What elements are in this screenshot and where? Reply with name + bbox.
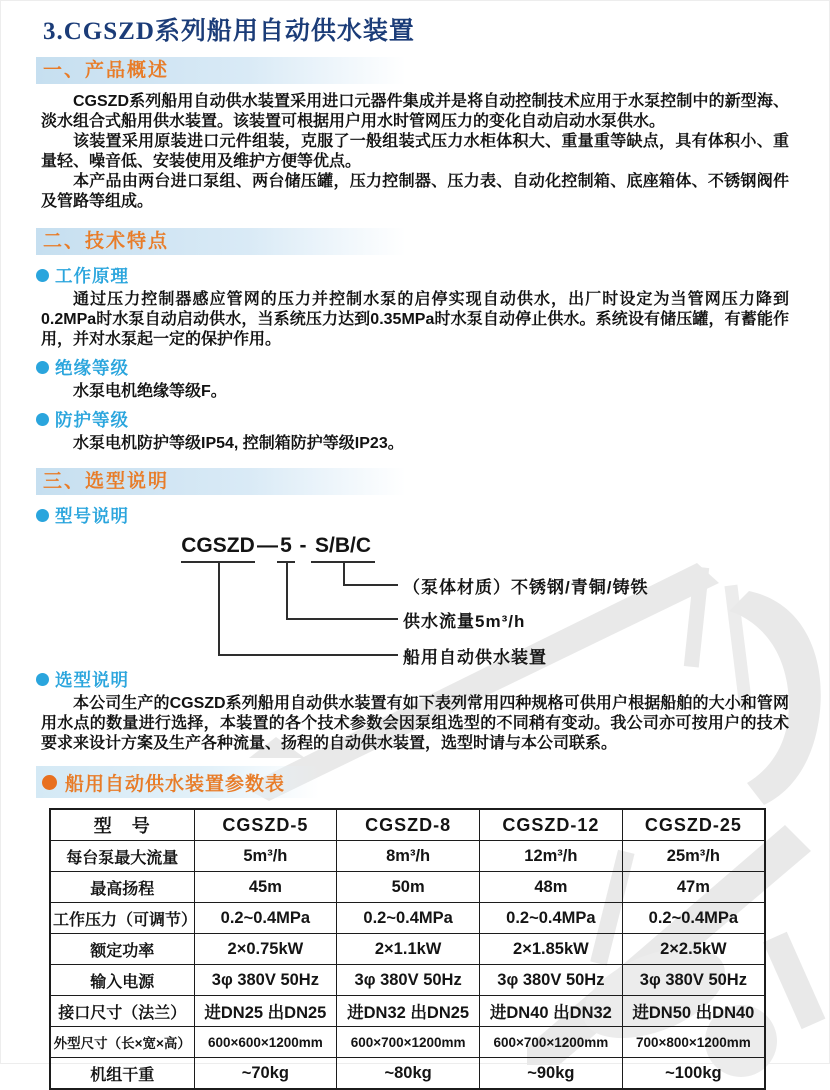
table-cell: 2×2.5kW [622, 934, 765, 965]
table-cell: 600×700×1200mm [337, 1027, 480, 1058]
table-row [50, 965, 765, 996]
table-cell: 50m [337, 872, 480, 903]
overview-paragraphs [41, 92, 789, 212]
overview-paragraph-3: 本产品由两台进口泵组、两台储压罐，压力控制器、压力表、自动化控制箱、底座箱体、不锈钢阀件及管路等组成。 [41, 173, 789, 210]
parameters-table [49, 808, 766, 1090]
overview-paragraph-1: CGSZD系列船用自动供水装置采用进口元器件集成并是将自动控制技术应用于水泵控制中的新型海、淡水组合式船用供水装置。该装置可根据用户用水时管网压力的变化自动启动水泵供水。 [41, 93, 789, 130]
feature-label: 工作原理 [55, 266, 129, 286]
section-heading-overview-label: 一、产品概述 [43, 60, 170, 81]
section-heading-overview [36, 57, 421, 84]
section-heading-features-label: 二、技术特点 [43, 231, 170, 252]
selection-notes-text: 本公司生产的CGSZD系列船用自动供水装置有如下表列常用四种规格可供用户根据船舶的大小和管网用水点的数量进行选择，本装置的各个技术参数会因泵组选型的不同稍有变动。我公司亦可按用户的技术要求来设计方案及生产各种流量、扬程的自动供水装置，选型时请与本公司联系。 [41, 695, 789, 752]
table-cell: ~90kg [480, 1058, 623, 1090]
model-code-separator: — [257, 534, 278, 557]
table-cell: 8m³/h [337, 841, 480, 872]
table-header-cell: CGSZD-8 [337, 809, 480, 841]
table-cell: 2×0.75kW [194, 934, 337, 965]
parameters-table-heading: 船用自动供水装置参数表 [65, 773, 286, 795]
table-cell: ~100kg [622, 1058, 765, 1090]
bullet-dot-icon [36, 269, 49, 282]
model-code-series: CGSZD [181, 534, 255, 563]
diagram-connector-line [218, 562, 398, 656]
feature-item-insulation-class [36, 355, 789, 380]
table-cell: 700×800×1200mm [622, 1027, 765, 1058]
model-designation-header [36, 503, 789, 528]
feature-label: 防护等级 [55, 410, 129, 430]
page-title: 3.CGSZD系列船用自动供水装置 [43, 18, 415, 45]
selection-notes-header [36, 667, 789, 692]
table-cell: 3φ 380V 50Hz [337, 965, 480, 996]
feature-item-protection-class [36, 407, 789, 432]
table-cell: 0.2~0.4MPa [337, 903, 480, 934]
table-cell: 进DN32 出DN25 [337, 996, 480, 1027]
table-cell: 0.2~0.4MPa [194, 903, 337, 934]
table-cell: ~80kg [337, 1058, 480, 1090]
parameters-table-header [36, 766, 328, 798]
table-cell: 47m [622, 872, 765, 903]
table-cell: 0.2~0.4MPa [480, 903, 623, 934]
table-cell: 2×1.1kW [337, 934, 480, 965]
table-row-label: 外型尺寸（长×宽×高） [50, 1027, 194, 1058]
feature-item-working-principle [36, 263, 789, 288]
diagram-callout-material: （泵体材质）不锈钢/青铜/铸铁 [403, 578, 649, 597]
parameters-table-body [50, 841, 765, 1090]
table-row [50, 841, 765, 872]
table-row [50, 996, 765, 1027]
table-cell: 进DN40 出DN32 [480, 996, 623, 1027]
table-row [50, 1027, 765, 1058]
table-cell: 3φ 380V 50Hz [622, 965, 765, 996]
table-header-cell: CGSZD-25 [622, 809, 765, 841]
table-header-row [50, 809, 765, 841]
table-row-label: 接口尺寸（法兰） [50, 996, 194, 1027]
model-code-separator: - [299, 534, 307, 557]
table-cell: ~70kg [194, 1058, 337, 1090]
section-heading-features [36, 228, 421, 255]
section-heading-selection-label: 三、选型说明 [43, 471, 170, 492]
table-row-label: 工作压力（可调节） [50, 903, 194, 934]
table-row [50, 872, 765, 903]
table-row [50, 1058, 765, 1090]
table-row-label: 机组干重 [50, 1058, 194, 1090]
table-row-label: 额定功率 [50, 934, 194, 965]
model-designation-label: 型号说明 [55, 506, 129, 526]
model-code-material: S/B/C [311, 534, 375, 563]
feature-text-working-principle: 通过压力控制器感应管网的压力并控制水泵的启停实现自动供水，出厂时设定为当管网压力降到0.2MPa时水泵自动启动供水，当系统压力达到0.35MPa时水泵自动停止供水。系统设有储压罐，有蓄能作用，并对水泵起一定的保护作用。 [41, 291, 789, 348]
table-cell: 12m³/h [480, 841, 623, 872]
table-cell: 600×700×1200mm [480, 1027, 623, 1058]
table-row [50, 903, 765, 934]
feature-text-insulation-class: 水泵电机绝缘等级F。 [73, 383, 227, 400]
table-row-label: 输入电源 [50, 965, 194, 996]
table-cell: 3φ 380V 50Hz [480, 965, 623, 996]
bullet-dot-icon [36, 509, 49, 522]
table-cell: 进DN25 出DN25 [194, 996, 337, 1027]
model-designation-diagram [41, 532, 789, 667]
table-row-label: 每台泵最大流量 [50, 841, 194, 872]
feature-label: 绝缘等级 [55, 358, 129, 378]
bullet-dot-icon [36, 413, 49, 426]
table-header-cell: 型 号 [50, 809, 194, 841]
selection-notes-label: 选型说明 [55, 670, 129, 690]
table-cell: 25m³/h [622, 841, 765, 872]
table-header-cell: CGSZD-5 [194, 809, 337, 841]
feature-text-protection-class: 水泵电机防护等级IP54, 控制箱防护等级IP23。 [73, 435, 404, 452]
parameters-table-head [50, 809, 765, 841]
section-heading-selection [36, 468, 421, 495]
diagram-callout-flow: 供水流量5m³/h [403, 612, 526, 631]
model-code-flow: 5 [277, 534, 295, 563]
bullet-dot-icon [36, 361, 49, 374]
overview-paragraph-2: 该装置采用原装进口元件组装，克服了一般组装式压力水柜体积大、重量重等缺点，具有体积小、重量轻、噪音低、安装使用及维护方便等优点。 [41, 133, 789, 170]
table-row [50, 934, 765, 965]
table-cell: 0.2~0.4MPa [622, 903, 765, 934]
table-cell: 2×1.85kW [480, 934, 623, 965]
table-cell: 45m [194, 872, 337, 903]
table-header-cell: CGSZD-12 [480, 809, 623, 841]
table-row-label: 最高扬程 [50, 872, 194, 903]
table-cell: 5m³/h [194, 841, 337, 872]
bullet-dot-icon [36, 673, 49, 686]
bullet-dot-icon [42, 775, 57, 790]
diagram-callout-device: 船用自动供水装置 [403, 648, 547, 667]
document-content [1, 1, 829, 1090]
table-cell: 600×600×1200mm [194, 1027, 337, 1058]
table-cell: 48m [480, 872, 623, 903]
table-cell: 3φ 380V 50Hz [194, 965, 337, 996]
table-cell: 进DN50 出DN40 [622, 996, 765, 1027]
